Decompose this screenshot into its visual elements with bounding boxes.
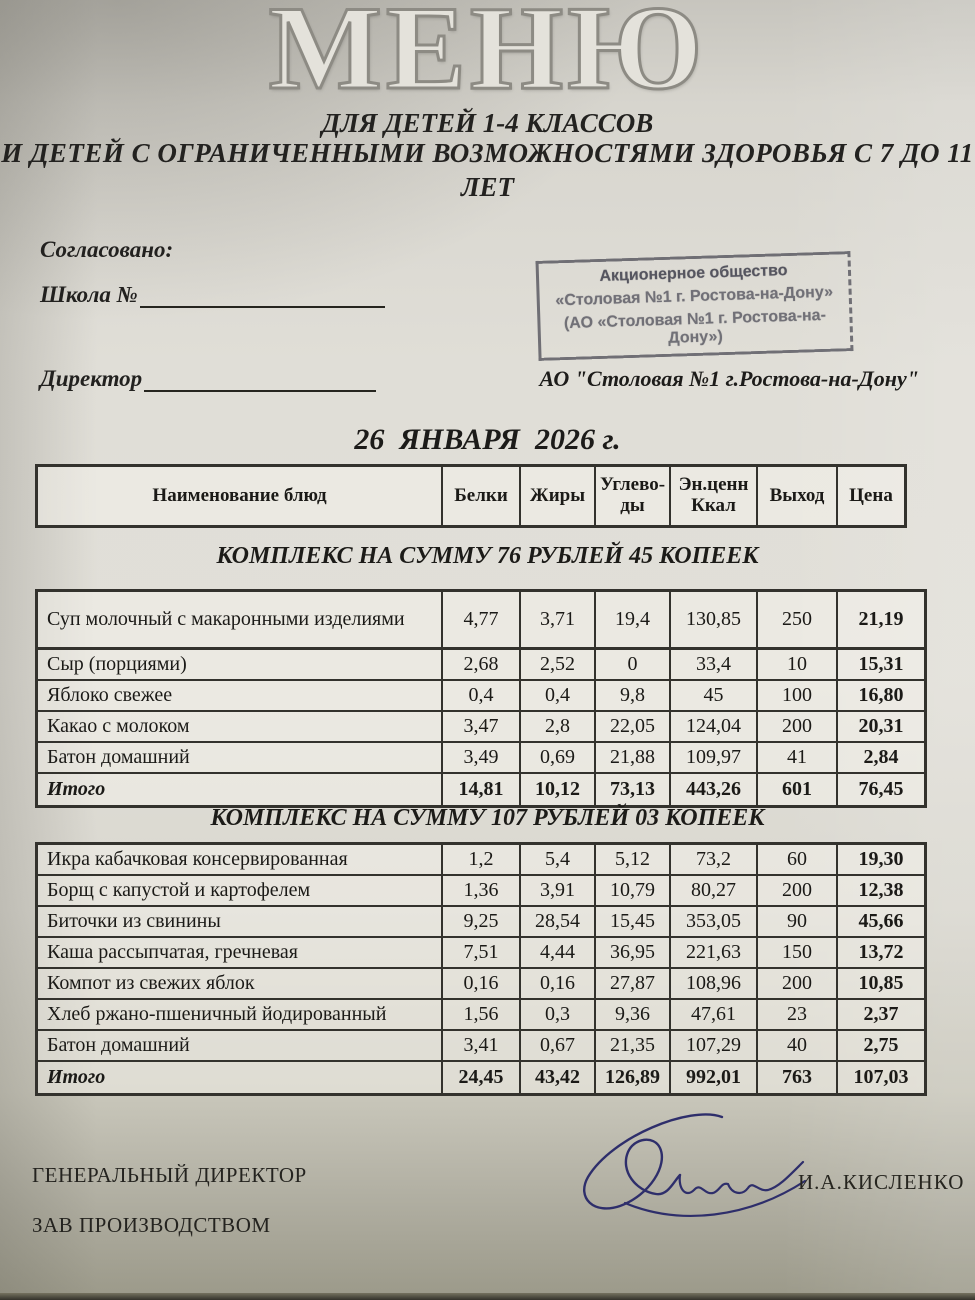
dish-name-cell: Каша рассыпчатая, гречневая: [38, 938, 443, 967]
value-cell: 73,13: [596, 774, 671, 805]
stamp-line-3: (АО «Столовая №1 г. Ростова-на-Дону»): [563, 306, 827, 347]
value-cell: 100: [758, 681, 838, 710]
dish-name-cell: Итого: [38, 774, 443, 805]
stamp-line-2: «Столовая №1 г. Ростова-на-Дону»: [555, 283, 834, 310]
value-cell: 1,2: [443, 845, 521, 874]
price-cell: 15,31: [858, 653, 904, 675]
price-cell: 2,84: [863, 746, 899, 768]
price-cell: 107,03: [853, 1066, 909, 1088]
value-cell: 3,47: [443, 712, 521, 741]
price-cell: 19,30: [858, 848, 904, 870]
value-cell: 5,4: [521, 845, 596, 874]
value-cell: 443,26: [671, 774, 758, 805]
value-cell: 9,36: [596, 1000, 671, 1029]
photo-bottom-edge: [0, 1293, 975, 1300]
value-cell: 22,05: [596, 712, 671, 741]
price-cell: 12,38: [858, 879, 904, 901]
menu-item-row: [38, 969, 924, 1000]
price-cell: 45,66: [858, 910, 904, 932]
dish-name-cell: Сыр (порциями): [38, 650, 443, 679]
dish-name-cell: Компот из свежих яблок: [38, 969, 443, 998]
menu-item-row: [38, 1000, 924, 1031]
director-line: [40, 366, 376, 392]
value-cell: 3,71: [521, 592, 596, 647]
organization-name: АО "Столовая №1 г.Ростова-на-Дону": [539, 366, 919, 391]
menu-table-complex-1: [35, 589, 927, 808]
menu-item-row: [38, 681, 924, 712]
value-cell: 15,45: [596, 907, 671, 936]
value-cell: 2,8: [521, 712, 596, 741]
school-label: Школа №: [40, 282, 138, 307]
value-cell: 33,4: [671, 650, 758, 679]
subtitle-line-3: ЛЕТ: [460, 172, 515, 202]
value-cell: 0,3: [521, 1000, 596, 1029]
price-cell: 76,45: [858, 778, 904, 800]
value-cell: 0,69: [521, 743, 596, 772]
price-cell: 2,37: [863, 1003, 899, 1025]
value-cell: 9,25: [443, 907, 521, 936]
value-cell: 0,16: [443, 969, 521, 998]
value-cell: 107,29: [671, 1031, 758, 1060]
dish-name-cell: Яблоко свежее: [38, 681, 443, 710]
value-cell: 80,27: [671, 876, 758, 905]
menu-table-column-headers: [35, 464, 907, 528]
col-header-fats: Жиры: [521, 467, 596, 525]
value-cell: 108,96: [671, 969, 758, 998]
value-cell: 4,44: [521, 938, 596, 967]
price-cell: 16,80: [858, 684, 904, 706]
value-cell: 36,95: [596, 938, 671, 967]
value-cell: 41: [758, 743, 838, 772]
menu-item-row: [38, 592, 924, 650]
dish-name-cell: Батон домашний: [38, 743, 443, 772]
director-label: Директор: [40, 366, 143, 391]
value-cell: 10,79: [596, 876, 671, 905]
menu-item-row: [38, 907, 924, 938]
value-cell: 200: [758, 969, 838, 998]
dish-name-cell: Какао с молоком: [38, 712, 443, 741]
value-cell: 2,52: [521, 650, 596, 679]
company-stamp: [536, 251, 854, 361]
value-cell: 14,81: [443, 774, 521, 805]
value-cell: 200: [758, 712, 838, 741]
value-cell: 24,45: [443, 1062, 521, 1093]
value-cell: 23: [758, 1000, 838, 1029]
page-title: МЕНЮ: [268, 0, 707, 114]
value-cell: 250: [758, 592, 838, 647]
menu-item-row: [38, 712, 924, 743]
menu-item-row: [38, 650, 924, 681]
value-cell: 45: [671, 681, 758, 710]
director-blank-line: [144, 368, 376, 392]
value-cell: 73,2: [671, 845, 758, 874]
value-cell: 992,01: [671, 1062, 758, 1093]
col-header-output: Выход: [758, 467, 838, 525]
signature-name: И.А.КИСЛЕНКО: [798, 1170, 965, 1194]
menu-table-complex-2: [35, 842, 927, 1096]
dish-name-cell: Борщ с капустой и картофелем: [38, 876, 443, 905]
general-director-label: ГЕНЕРАЛЬНЫЙ ДИРЕКТОР: [32, 1163, 307, 1187]
value-cell: 9,8: [596, 681, 671, 710]
value-cell: 21,35: [596, 1031, 671, 1060]
school-number-line: [40, 282, 385, 308]
value-cell: 21,88: [596, 743, 671, 772]
section-1-title: КОМПЛЕКС НА СУММУ 76 РУБЛЕЙ 45 КОПЕЕК: [216, 543, 759, 569]
section-2-title: КОМПЛЕКС НА СУММУ 107 РУБЛЕЙ 03 КОПЕЕК: [210, 805, 765, 831]
subtitle-line-1: ДЛЯ ДЕТЕЙ 1-4 КЛАССОВ: [321, 108, 654, 138]
agreed-label: Согласовано:: [40, 237, 174, 262]
total-row: [38, 774, 924, 805]
value-cell: 3,49: [443, 743, 521, 772]
value-cell: 40: [758, 1031, 838, 1060]
value-cell: 27,87: [596, 969, 671, 998]
price-cell: 20,31: [858, 715, 904, 737]
value-cell: 19,4: [596, 592, 671, 647]
menu-item-row: [38, 845, 924, 876]
menu-item-row: [38, 876, 924, 907]
dish-name-cell: Биточки из свинины: [38, 907, 443, 936]
value-cell: 43,42: [521, 1062, 596, 1093]
menu-item-row: [38, 938, 924, 969]
value-cell: 0,4: [521, 681, 596, 710]
value-cell: 28,54: [521, 907, 596, 936]
dish-name-cell: Икра кабачковая консервированная: [38, 845, 443, 874]
dish-name-cell: Суп молочный с макаронными изделиями: [38, 592, 443, 647]
value-cell: 1,36: [443, 876, 521, 905]
value-cell: 47,61: [671, 1000, 758, 1029]
value-cell: 10: [758, 650, 838, 679]
menu-item-row: [38, 1031, 924, 1062]
value-cell: 2,68: [443, 650, 521, 679]
value-cell: 10,12: [521, 774, 596, 805]
stamp-line-1: Акционерное общество: [599, 262, 788, 285]
price-cell: 10,85: [858, 972, 904, 994]
value-cell: 200: [758, 876, 838, 905]
col-header-price: Цена: [849, 484, 893, 506]
school-blank-line: [140, 284, 385, 308]
value-cell: 0,67: [521, 1031, 596, 1060]
menu-date: 26 ЯНВАРЯ 2026 г.: [354, 423, 621, 456]
value-cell: 5,12: [596, 845, 671, 874]
dish-name-cell: Батон домашний: [38, 1031, 443, 1060]
value-cell: 90: [758, 907, 838, 936]
value-cell: 124,04: [671, 712, 758, 741]
subtitle-line-2: И ДЕТЕЙ С ОГРАНИЧЕННЫМИ ВОЗМОЖНОСТЯМИ ЗДОРОВЬЯ С 7 ДО 11: [1, 138, 974, 168]
menu-item-row: [38, 743, 924, 774]
value-cell: 4,77: [443, 592, 521, 647]
col-header-proteins: Белки: [443, 467, 521, 525]
dish-name-cell: Хлеб ржано-пшеничный йодированный: [38, 1000, 443, 1029]
price-cell: 2,75: [863, 1034, 899, 1056]
value-cell: 109,97: [671, 743, 758, 772]
value-cell: 3,41: [443, 1031, 521, 1060]
value-cell: 126,89: [596, 1062, 671, 1093]
value-cell: 60: [758, 845, 838, 874]
signature-ink-scribble: [570, 1105, 810, 1230]
value-cell: 221,63: [671, 938, 758, 967]
value-cell: 601: [758, 774, 838, 805]
value-cell: 150: [758, 938, 838, 967]
col-header-energy-kcal: Эн.ценн Ккал: [671, 467, 758, 525]
price-cell: 13,72: [858, 941, 904, 963]
value-cell: 3,91: [521, 876, 596, 905]
value-cell: 7,51: [443, 938, 521, 967]
dish-name-cell: Итого: [38, 1062, 443, 1093]
value-cell: 130,85: [671, 592, 758, 647]
production-manager-label: ЗАВ ПРОИЗВОДСТВОМ: [32, 1213, 271, 1237]
value-cell: 1,56: [443, 1000, 521, 1029]
value-cell: 763: [758, 1062, 838, 1093]
value-cell: 353,05: [671, 907, 758, 936]
price-cell: 21,19: [858, 608, 904, 630]
value-cell: 0: [596, 650, 671, 679]
total-row: [38, 1062, 924, 1093]
col-header-carbs: Углево- ды: [596, 467, 671, 525]
col-header-dish-name: Наименование блюд: [38, 467, 443, 525]
value-cell: 0,4: [443, 681, 521, 710]
value-cell: 0,16: [521, 969, 596, 998]
